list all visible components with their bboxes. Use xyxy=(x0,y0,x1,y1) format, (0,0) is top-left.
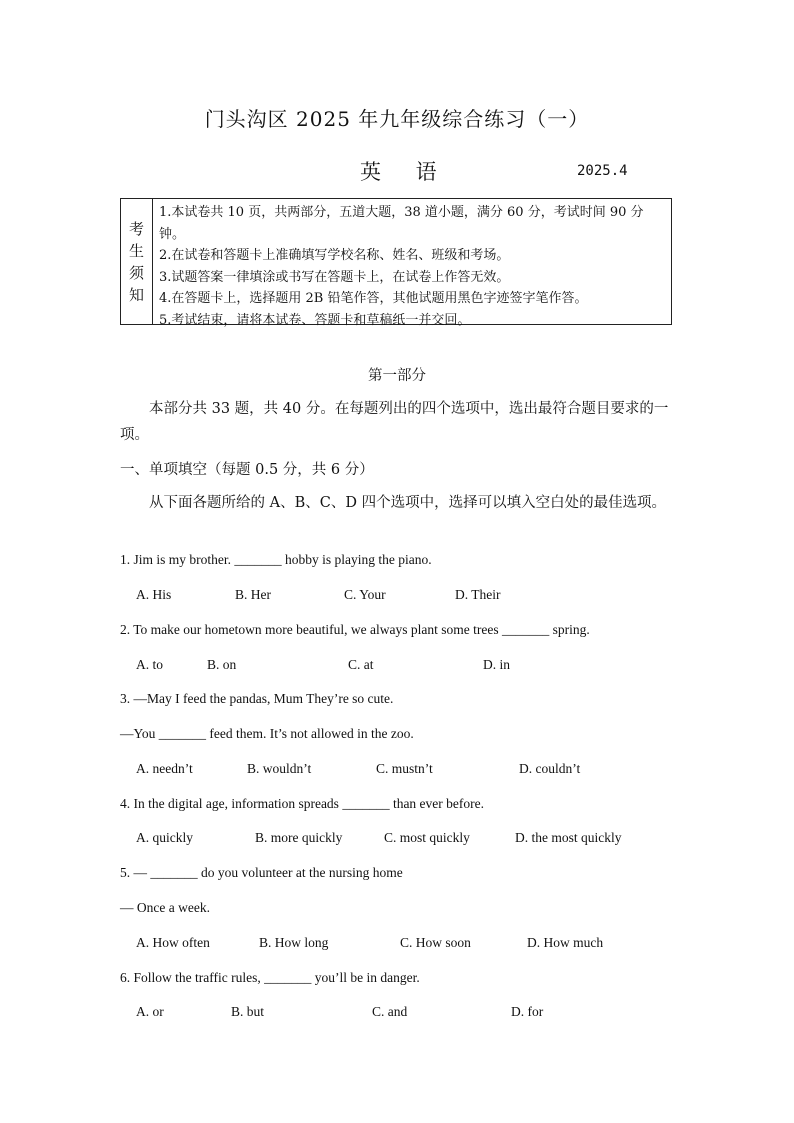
question-stem: —You _______ feed them. It’s not allowed in the zoo. xyxy=(120,726,414,741)
question-option: A. or xyxy=(136,1004,164,1019)
question-option: A. quickly xyxy=(136,830,193,845)
subject-title: 英 语 xyxy=(360,160,451,184)
question-option: D. couldn’t xyxy=(519,761,581,776)
question-option: C. mustn’t xyxy=(376,761,433,776)
part-title: 第一部分 xyxy=(368,368,426,384)
question-option: D. for xyxy=(511,1004,544,1019)
question-option: B. wouldn’t xyxy=(247,761,312,776)
part-intro: 本部分共 33 题，共 40 分。在每题列出的四个选项中，选出最符合题目要求的一项。 xyxy=(120,401,669,443)
question-option: A. How often xyxy=(136,935,210,950)
question-option: D. in xyxy=(483,657,510,672)
section-heading: 一、单项填空（每题 0.5 分，共 6 分） xyxy=(120,462,374,478)
notice-label-char: 须 xyxy=(128,263,144,282)
question-option: C. How soon xyxy=(400,935,471,950)
question-option: D. How much xyxy=(527,935,604,950)
question-option: B. on xyxy=(207,657,237,672)
notice-label-char: 考 xyxy=(128,219,144,238)
question-option: B. Her xyxy=(235,587,271,602)
question-stem: 6. Follow the traffic rules, _______ you’ll be in danger. xyxy=(120,970,420,985)
question-option: B. but xyxy=(231,1004,265,1019)
question-option: C. and xyxy=(372,1004,408,1019)
notice-line: 5.考试结束，请将本试卷、答题卡和草稿纸一并交回。 xyxy=(159,312,471,328)
question-stem: 5. — _______ do you volunteer at the nursing home xyxy=(120,865,403,880)
exam-title: 门头沟区 2025 年九年级综合练习（一） xyxy=(204,107,590,131)
notice-label xyxy=(121,199,153,324)
question-stem: 4. In the digital age, information spreads _______ than ever before. xyxy=(120,796,485,811)
candidate-notice-box xyxy=(120,198,672,328)
question-stem: 3. —May I feed the pandas, Mum They’re so cute. xyxy=(120,691,394,706)
section-instruction: 从下面各题所给的 A、B、C、D 四个选项中，选择可以填入空白处的最佳选项。 xyxy=(149,495,667,511)
exam-date: 2025.4 xyxy=(577,163,628,179)
notice-line: 1.本试卷共 10 页，共两部分，五道大题，38 道小题，满分 60 分，考试时间 90 分钟。 xyxy=(159,205,644,242)
question-stem: — Once a week. xyxy=(120,900,210,915)
question-stem: 1. Jim is my brother. _______ hobby is playing the piano. xyxy=(120,552,432,567)
question-option: C. most quickly xyxy=(384,830,470,845)
question-option: D. Their xyxy=(455,587,501,602)
question-stem: 2. To make our hometown more beautiful, we always plant some trees _______ spring. xyxy=(120,622,590,637)
notice-label-char: 生 xyxy=(128,241,144,260)
notice-label-char: 知 xyxy=(128,285,144,304)
question-option: A. His xyxy=(136,587,172,602)
notice-body xyxy=(153,199,671,328)
question-option: C. Your xyxy=(344,587,386,602)
question-option: D. the most quickly xyxy=(515,830,622,845)
question-option: A. to xyxy=(136,657,163,672)
notice-line: 2.在试卷和答题卡上准确填写学校名称、姓名、班级和考场。 xyxy=(159,248,510,263)
question-option: B. How long xyxy=(259,935,329,950)
notice-line: 4.在答题卡上，选择题用 2B 铅笔作答，其他试题用黑色字迹签字笔作答。 xyxy=(159,291,588,306)
notice-line: 3.试题答案一律填涂或书写在答题卡上，在试卷上作答无效。 xyxy=(159,269,510,285)
question-option: A. needn’t xyxy=(136,761,193,776)
question-option: C. at xyxy=(348,657,374,672)
question-option: B. more quickly xyxy=(255,830,343,845)
